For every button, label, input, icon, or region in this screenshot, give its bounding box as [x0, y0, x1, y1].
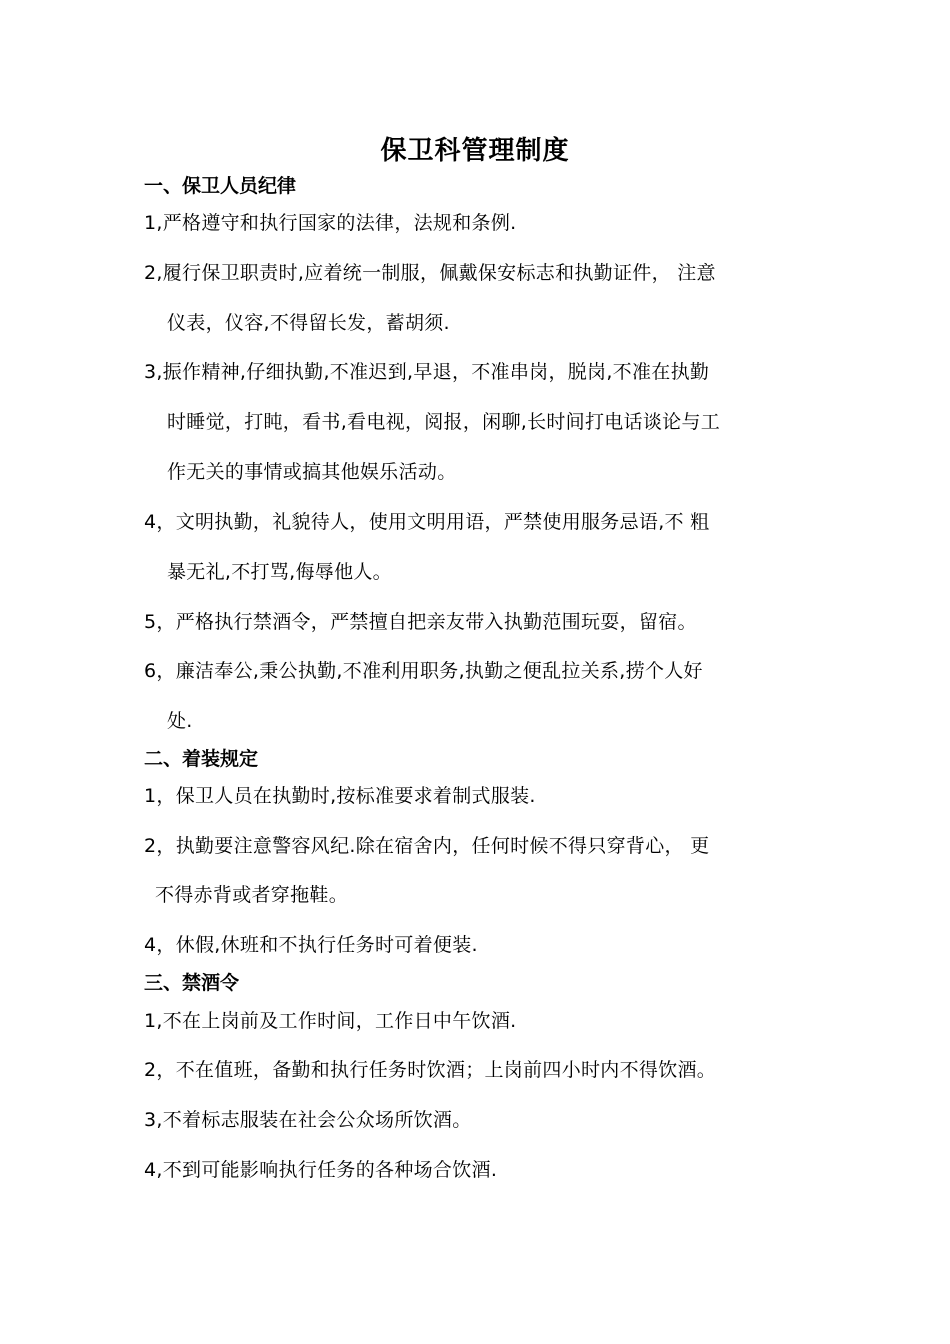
paragraph-line: 仪表，仪容,不得留长发，蓄胡须. [167, 312, 450, 334]
section-heading-dress-code: 二、着装规定 [144, 748, 259, 770]
paragraph-line: 2，不在值班，备勤和执行任务时饮酒；上岗前四小时内不得饮酒。 [144, 1059, 717, 1081]
paragraph-line: 处. [167, 710, 193, 732]
paragraph-line: 3,振作精神,仔细执勤,不准迟到,早退，不准串岗，脱岗,不准在执勤 [144, 361, 710, 383]
paragraph-line: 5，严格执行禁酒令，严禁擅自把亲友带入执勤范围玩耍，留宿。 [144, 611, 697, 633]
document-title: 保卫科管理制度 [380, 136, 570, 166]
paragraph-line: 1,严格遵守和执行国家的法律，法规和条例. [144, 212, 517, 234]
section-heading-alcohol-ban: 三、禁酒令 [144, 972, 240, 994]
paragraph-line: 作无关的事情或搞其他娱乐活动。 [167, 461, 457, 483]
paragraph-line: 6，廉洁奉公,秉公执勤,不准利用职务,执勤之便乱拉关系,捞个人好 [144, 660, 703, 682]
paragraph-line: 2,履行保卫职责时,应着统一制服，佩戴保安标志和执勤证件， 注意 [144, 262, 716, 284]
paragraph-line: 2，执勤要注意警容风纪.除在宿舍内，任何时候不得只穿背心， 更 [144, 835, 710, 857]
paragraph-line: 4,不到可能影响执行任务的各种场合饮酒. [144, 1159, 498, 1181]
paragraph-line: 4，休假,休班和不执行任务时可着便装. [144, 934, 478, 956]
paragraph-line: 时睡觉，打盹，看书,看电视，阅报，闲聊,长时间打电话谈论与工 [167, 411, 721, 433]
paragraph-line: 4，文明执勤，礼貌待人，使用文明用语，严禁使用服务忌语,不 粗 [144, 511, 710, 533]
paragraph-line: 1，保卫人员在执勤时,按标准要求着制式服装. [144, 785, 536, 807]
paragraph-line: 不得赤背或者穿拖鞋。 [155, 884, 349, 906]
paragraph-line: 3,不着标志服装在社会公众场所饮酒。 [144, 1109, 472, 1131]
paragraph-line: 暴无礼,不打骂,侮辱他人。 [167, 561, 392, 583]
paragraph-line: 1,不在上岗前及工作时间，工作日中午饮酒. [144, 1010, 517, 1032]
section-heading-discipline: 一、保卫人员纪律 [144, 175, 297, 197]
